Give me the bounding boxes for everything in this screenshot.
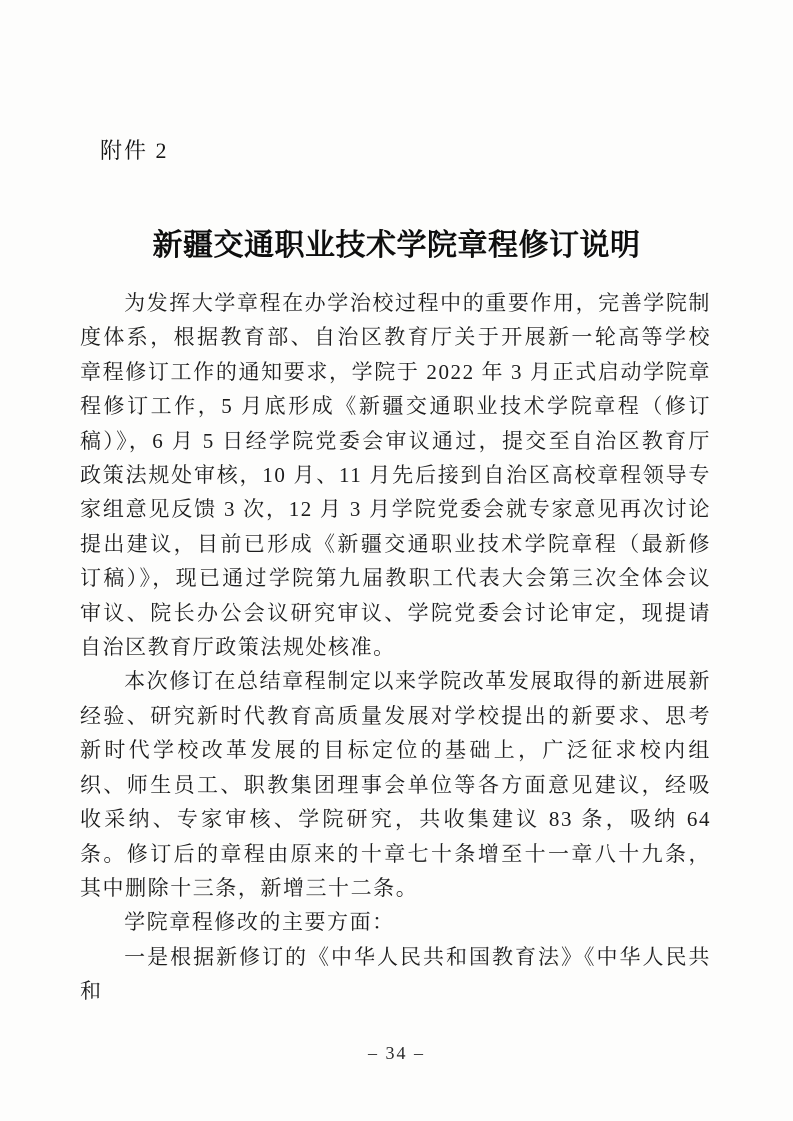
body-paragraph-3: 学院章程修改的主要方面：	[124, 910, 395, 935]
body-paragraph-1: 为发挥大学章程在办学治校过程中的重要作用，完善学院制度体系，根据教育部、自治区教育厅关于开展新一轮高等学校章程修订工作的通知要求，学院于 2022 年 3 月正式启动学院章程修订工作，5 月底形成《新疆交通职业技术学院章程（修订稿）》，6 月 5 日经学院党委会审议通过，提交至自治区教育厅政策法规处审核，10 月、11 月先后接到自治区高校章程领导专家组意见反馈 3 次，12 月 3 月学院党委会就专家意见再次讨论提出建议，目前已形成《新疆交通职业技术学院章程（最新修订稿）》，现已通过学院第九届教职工代表大会第三次全体会议审议、院长办公会议研究审议、学院党委会讨论审定，现提请自治区教育厅政策法规处核准。	[80, 291, 711, 660]
document-body	[80, 286, 711, 1009]
page-number: – 34 –	[368, 1043, 425, 1063]
body-paragraph-2: 本次修订在总结章程制定以来学院改革发展取得的新进展新经验、研究新时代教育高质量发展对学校提出的新要求、思考新时代学校改革发展的目标定位的基础上，广泛征求校内组织、师生员工、职教集团理事会单位等各方面意见建议，经吸收采纳、专家审核、学院研究，共收集建议 83 条，吸纳 64 条。修订后的章程由原来的十章七十条增至十一章八十九条，其中删除十三条，新增三十二条。	[80, 669, 711, 900]
attachment-label: 附件 2	[100, 138, 169, 163]
body-paragraph-4: 一是根据新修订的《中华人民共和国教育法》《中华人民共和	[80, 944, 711, 1004]
document-title: 新疆交通职业技术学院章程修订说明	[152, 229, 641, 263]
